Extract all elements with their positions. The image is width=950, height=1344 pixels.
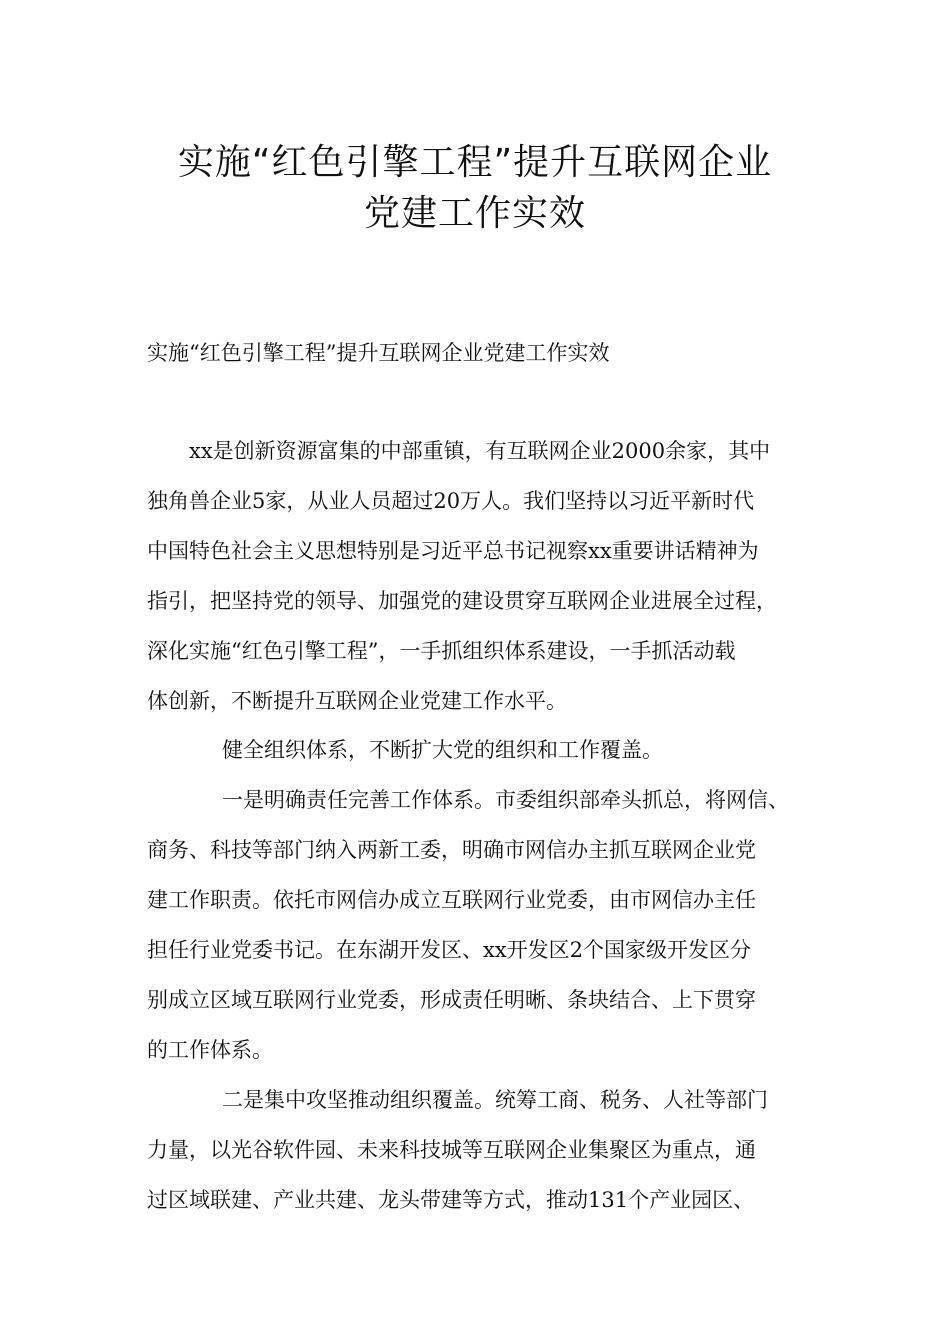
body-line: 二是集中攻坚推动组织覆盖。统筹工商、税务、人社等部门	[222, 1088, 768, 1112]
body-line: 指引，把坚持党的领导、加强党的建设贯穿互联网企业进展全过程，	[147, 589, 777, 613]
body-line: 一是明确责任完善工作体系。市委组织部牵头抓总，将网信、	[222, 788, 789, 812]
section-heading: 健全组织体系，不断扩大党的组织和工作覆盖。	[222, 738, 663, 762]
subtitle-line: 实施“红色引擎工程”提升互联网企业党建工作实效	[147, 341, 610, 365]
body-line: 别成立区域互联网行业党委，形成责任明晰、条块结合、上下贯穿	[147, 988, 756, 1012]
body-line: 商务、科技等部门纳入两新工委，明确市网信办主抓互联网企业党	[147, 838, 756, 862]
body-line: 力量，以光谷软件园、未来科技城等互联网企业集聚区为重点，通	[147, 1138, 756, 1162]
body-line: 深化实施“红色引擎工程”，一手抓组织体系建设，一手抓活动载	[147, 639, 736, 663]
body-line: xx是创新资源富集的中部重镇，有互联网企业2000余家，其中	[189, 439, 771, 463]
body-line: 体创新，不断提升互联网企业党建工作水平。	[147, 689, 567, 713]
document-title-line-1: 实施“红色引擎工程”提升互联网企业	[177, 142, 773, 183]
body-line: 建工作职责。依托市网信办成立互联网行业党委，由市网信办主任	[147, 888, 756, 912]
body-line: 中国特色社会主义思想特别是习近平总书记视察xx重要讲话精神为	[147, 539, 759, 563]
body-line: 担任行业党委书记。在东湖开发区、xx开发区2个国家级开发区分	[147, 938, 752, 962]
body-line: 过区域联建、产业共建、龙头带建等方式，推动131个产业园区、	[147, 1188, 755, 1212]
document-title-line-2: 党建工作实效	[363, 193, 586, 234]
body-line: 的工作体系。	[147, 1038, 273, 1062]
body-line: 独角兽企业5家，从业人员超过20万人。我们坚持以习近平新时代	[147, 489, 755, 513]
